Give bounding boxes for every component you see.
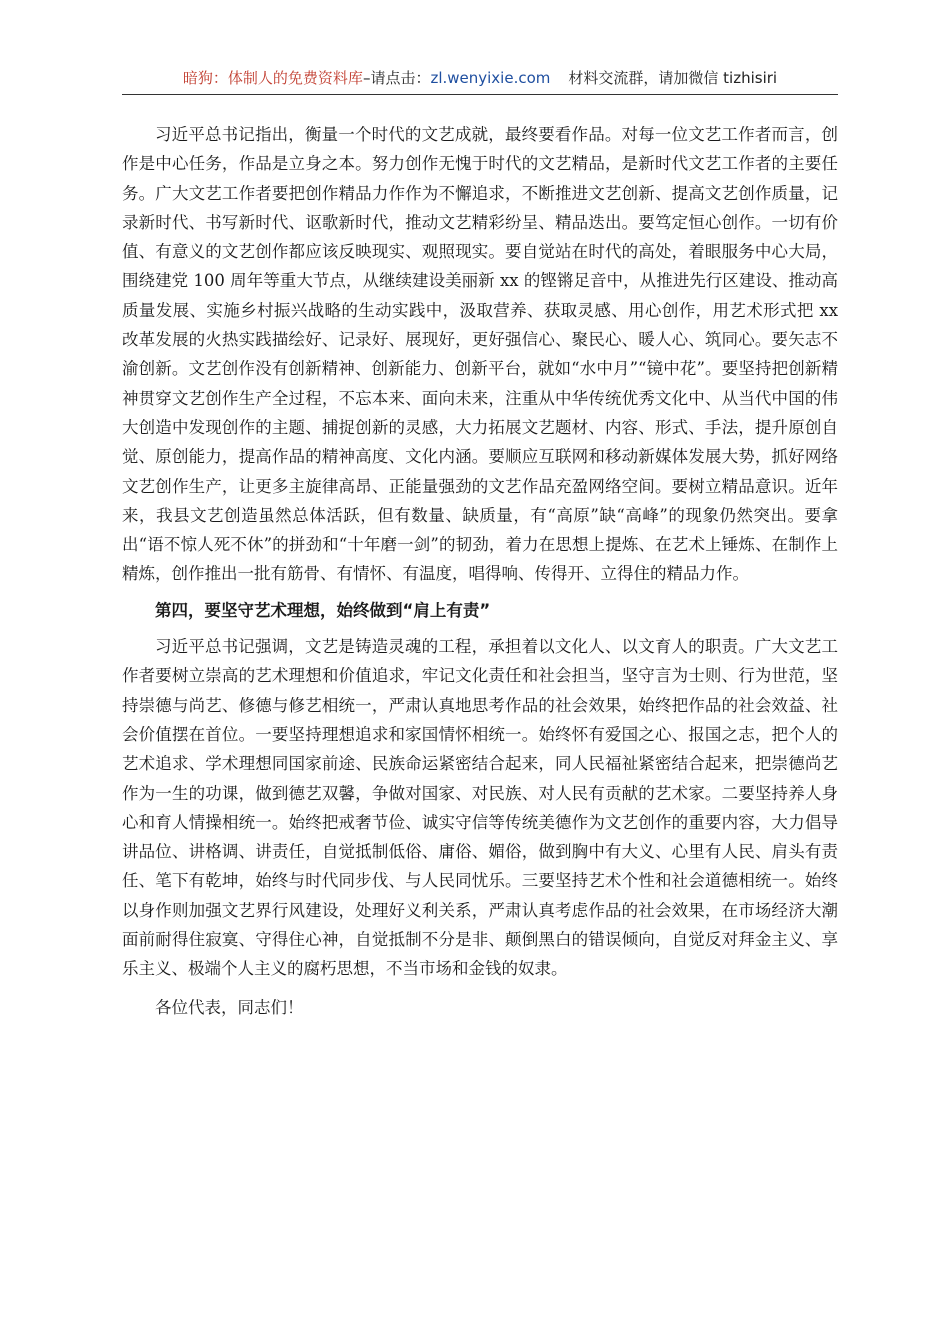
closing-salutation: 各位代表，同志们！ [155, 997, 304, 1017]
page-header [122, 66, 838, 95]
header-url-link[interactable]: zl.wenyixie.com [430, 69, 551, 87]
body-paragraph-1: 习近平总书记指出，衡量一个时代的文艺成就，最终要看作品。对每一位文艺工作者而言，创作是中心任务，作品是立身之本。努力创作无愧于时代的文艺精品，是新时代文艺工作者的主要任务。广大文艺工作者要把创作精品力作作为不懈追求，不断推进文艺创新、提高文艺创作质量，记录新时代、书写新时代、讴歌新时代，推动文艺精彩纷呈、精品迭出。要笃定恒心创作。一切有价值、有意义的文艺创作都应该反映现实、观照现实。要自觉站在时代的高处，着眼服务中心大局，围绕建党 100 周年等重大节点，从继续建设美丽新 xx 的铿锵足音中，从推进先行区建设、推动高质量发展、实施乡村振兴战略的生动实践中，汲取营养、获取灵感、用心创作，用艺术形式把 xx 改革发展的火热实践描绘好、记录好、展现好，更好强信心、聚民心、暖人心、筑同心。要矢志不渝创新。文艺创作没有创新精神、创新能力、创新平台，就如“水中月”“镜中花”。要坚持把创新精神贯穿文艺创作生产全过程，不忘本来、面向未来，注重从中华传统优秀文化中、从当代中国的伟大创造中发现创作的主题、捕捉创新的灵感，大力拓展文艺题材、内容、形式、手法，提升原创自觉、原创能力，提高作品的精神高度、文化内涵。要顺应互联网和移动新媒体发展大势，抓好网络文艺创作生产，让更多主旋律高昂、正能量强劲的文艺作品充盈网络空间。要树立精品意识。近年来，我县文艺创造虽然总体活跃，但有数量、缺质量，有“高原”缺“高峰”的现象仍然突出。要拿出“语不惊人死不休”的拼劲和“十年磨一剑”的韧劲，着力在思想上提炼、在艺术上锤炼、在制作上精炼，创作推出一批有筋骨、有情怀、有温度，唱得响、传得开、立得住的精品力作。 [122, 125, 838, 584]
section-heading: 第四，要坚守艺术理想，始终做到“肩上有责” [155, 600, 491, 620]
body-paragraph-2: 习近平总书记强调，文艺是铸造灵魂的工程，承担着以文化人、以文育人的职责。广大文艺工作者要树立崇高的艺术理想和价值追求，牢记文化责任和社会担当，坚守言为士则、行为世范，坚持崇德与尚艺、修德与修艺相统一，严肃认真地思考作品的社会效果，始终把作品的社会效益、社会价值摆在首位。一要坚持理想追求和家国情怀相统一。始终怀有爱国之心、报国之志，把个人的艺术追求、学术理想同国家前途、民族命运紧密结合起来，同人民福祉紧密结合起来，把崇德尚艺作为一生的功课，做到德艺双馨，争做对国家、对民族、对人民有贡献的艺术家。二要坚持养人身心和育人情操相统一。始终把戒奢节俭、诚实守信等传统美德作为文艺创作的重要内容，大力倡导讲品位、讲格调、讲责任，自觉抵制低俗、庸俗、媚俗，做到胸中有大义、心里有人民、肩头有责任、笔下有乾坤，始终与时代同步伐、与人民同忧乐。三要坚持艺术个性和社会道德相统一。始终以身作则加强文艺界行风建设，处理好义利关系，严肃认真考虑作品的社会效果，在市场经济大潮面前耐得住寂寞、守得住心神，自觉抵制不分是非、颠倒黑白的错误倾向，自觉反对拜金主义、享乐主义、极端个人主义的腐朽思想，不当市场和金钱的奴隶。 [122, 637, 838, 979]
header-contact: 材料交流群，请加微信 tizhisiri [568, 69, 778, 87]
document-body [122, 120, 838, 1022]
header-separator: –请点击： [362, 69, 431, 87]
header-brand: 暗狗：体制人的免费资料库 [182, 69, 363, 87]
